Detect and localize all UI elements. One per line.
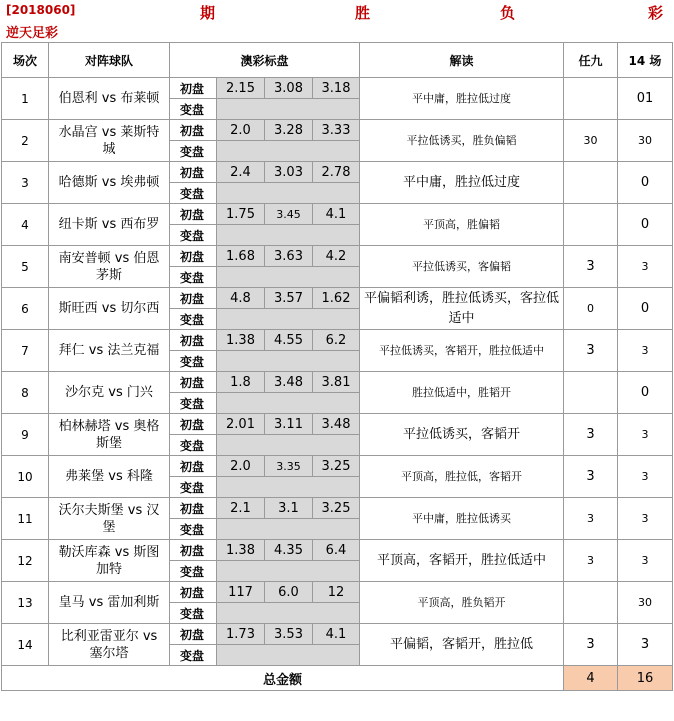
header-r14: 14 场 xyxy=(618,43,673,78)
change-label: 变盘 xyxy=(170,141,217,162)
round-number: 1 xyxy=(2,78,49,120)
r9-pick: 3 xyxy=(564,498,618,540)
odds-value: 117 xyxy=(217,582,265,603)
r9-pick: 30 xyxy=(564,120,618,162)
odds-value: 12 xyxy=(313,582,360,603)
change-label: 变盘 xyxy=(170,561,217,582)
title-char: 期 xyxy=(200,4,216,22)
odds-value: 3.18 xyxy=(313,78,360,99)
round-number: 10 xyxy=(2,456,49,498)
r9-pick xyxy=(564,78,618,120)
match-name: 纽卡斯 vs 西布罗 xyxy=(49,204,170,246)
total-r14: 16 xyxy=(618,666,673,691)
round-number: 13 xyxy=(2,582,49,624)
match-name: 南安普顿 vs 伯恩茅斯 xyxy=(49,246,170,288)
odds-value: 4.8 xyxy=(217,288,265,309)
round-number: 12 xyxy=(2,540,49,582)
change-odds-cell xyxy=(217,267,360,288)
odds-value: 1.62 xyxy=(313,288,360,309)
r14-pick: 3 xyxy=(618,540,673,582)
change-odds-cell xyxy=(217,141,360,162)
initial-label: 初盘 xyxy=(170,246,217,267)
change-label: 变盘 xyxy=(170,645,217,666)
odds-value: 1.38 xyxy=(217,330,265,351)
odds-value: 2.15 xyxy=(217,78,265,99)
odds-value: 3.35 xyxy=(265,456,313,477)
match-name: 斯旺西 vs 切尔西 xyxy=(49,288,170,330)
table-row xyxy=(2,456,673,477)
total-r9: 4 xyxy=(564,666,618,691)
analysis-text: 平偏韬利诱，胜拉低诱买，客拉低适中 xyxy=(360,288,564,330)
r9-pick: 3 xyxy=(564,330,618,372)
change-odds-cell xyxy=(217,309,360,330)
odds-value: 4.2 xyxy=(313,246,360,267)
sheet-subtitle: 逆天足彩 xyxy=(6,26,59,41)
odds-value: 3.33 xyxy=(313,120,360,141)
odds-value: 1.38 xyxy=(217,540,265,561)
change-odds-cell xyxy=(217,99,360,120)
odds-value: 2.78 xyxy=(313,162,360,183)
odds-value: 3.28 xyxy=(265,120,313,141)
change-label: 变盘 xyxy=(170,225,217,246)
r14-pick: 0 xyxy=(618,372,673,414)
r14-pick: 3 xyxy=(618,624,673,666)
table-row xyxy=(2,120,673,141)
change-odds-cell xyxy=(217,645,360,666)
r9-pick xyxy=(564,582,618,624)
match-name: 伯恩利 vs 布莱顿 xyxy=(49,78,170,120)
odds-value: 3.03 xyxy=(265,162,313,183)
round-number: 5 xyxy=(2,246,49,288)
r14-pick: 3 xyxy=(618,246,673,288)
match-name: 柏林赫塔 vs 奥格斯堡 xyxy=(49,414,170,456)
header-r9: 任九 xyxy=(564,43,618,78)
odds-value: 3.25 xyxy=(313,498,360,519)
title-char: 彩 xyxy=(648,4,664,22)
odds-value: 4.1 xyxy=(313,624,360,645)
r9-pick: 3 xyxy=(564,246,618,288)
analysis-text: 平拉低诱买，客偏韬 xyxy=(360,246,564,288)
match-name: 皇马 vs 雷加利斯 xyxy=(49,582,170,624)
initial-label: 初盘 xyxy=(170,456,217,477)
change-odds-cell xyxy=(217,183,360,204)
match-name: 拜仁 vs 法兰克福 xyxy=(49,330,170,372)
odds-value: 2.1 xyxy=(217,498,265,519)
change-label: 变盘 xyxy=(170,435,217,456)
header-round: 场次 xyxy=(2,43,49,78)
r14-pick: 01 xyxy=(618,78,673,120)
round-number: 3 xyxy=(2,162,49,204)
initial-label: 初盘 xyxy=(170,204,217,225)
change-label: 变盘 xyxy=(170,183,217,204)
odds-value: 6.0 xyxy=(265,582,313,603)
change-label: 变盘 xyxy=(170,309,217,330)
round-number: 14 xyxy=(2,624,49,666)
r9-pick xyxy=(564,204,618,246)
r9-pick xyxy=(564,162,618,204)
initial-label: 初盘 xyxy=(170,162,217,183)
r14-pick: 0 xyxy=(618,288,673,330)
change-label: 变盘 xyxy=(170,267,217,288)
change-odds-cell xyxy=(217,351,360,372)
initial-label: 初盘 xyxy=(170,78,217,99)
change-label: 变盘 xyxy=(170,393,217,414)
table-row xyxy=(2,624,673,645)
table-row xyxy=(2,498,673,519)
r14-pick: 3 xyxy=(618,330,673,372)
r14-pick: 3 xyxy=(618,414,673,456)
odds-value: 4.1 xyxy=(313,204,360,225)
title-char: 负 xyxy=(500,4,516,22)
round-number: 9 xyxy=(2,414,49,456)
change-odds-cell xyxy=(217,561,360,582)
table-row xyxy=(2,540,673,561)
odds-value: 3.48 xyxy=(265,372,313,393)
odds-value: 6.2 xyxy=(313,330,360,351)
analysis-text: 平偏韬，客韬开，胜拉低 xyxy=(360,624,564,666)
match-name: 比利亚雷亚尔 vs 塞尔塔 xyxy=(49,624,170,666)
initial-label: 初盘 xyxy=(170,498,217,519)
table-row xyxy=(2,372,673,393)
change-label: 变盘 xyxy=(170,477,217,498)
odds-value: 3.25 xyxy=(313,456,360,477)
change-odds-cell xyxy=(217,519,360,540)
table-row xyxy=(2,78,673,99)
r14-pick: 0 xyxy=(618,204,673,246)
change-label: 变盘 xyxy=(170,519,217,540)
table-row xyxy=(2,330,673,351)
r9-pick: 3 xyxy=(564,414,618,456)
round-number: 4 xyxy=(2,204,49,246)
initial-label: 初盘 xyxy=(170,624,217,645)
match-name: 弗莱堡 vs 科隆 xyxy=(49,456,170,498)
odds-value: 3.11 xyxy=(265,414,313,435)
table-row xyxy=(2,414,673,435)
match-name: 沃尔夫斯堡 vs 汉堡 xyxy=(49,498,170,540)
initial-label: 初盘 xyxy=(170,582,217,603)
analysis-text: 平中庸，胜拉低诱买 xyxy=(360,498,564,540)
change-odds-cell xyxy=(217,225,360,246)
change-odds-cell xyxy=(217,603,360,624)
odds-value: 3.08 xyxy=(265,78,313,99)
total-row xyxy=(2,666,673,691)
analysis-text: 平拉低诱买，客韬开 xyxy=(360,414,564,456)
round-number: 6 xyxy=(2,288,49,330)
round-number: 11 xyxy=(2,498,49,540)
issue-number: [2018060] xyxy=(6,3,76,17)
analysis-text: 平拉低诱买，胜负偏韬 xyxy=(360,120,564,162)
analysis-text: 平顶高，胜拉低，客韬开 xyxy=(360,456,564,498)
odds-value: 2.01 xyxy=(217,414,265,435)
initial-label: 初盘 xyxy=(170,120,217,141)
table-row xyxy=(2,246,673,267)
r14-pick: 30 xyxy=(618,120,673,162)
total-label: 总金额 xyxy=(2,666,564,691)
r14-pick: 3 xyxy=(618,498,673,540)
odds-value: 1.8 xyxy=(217,372,265,393)
match-name: 哈德斯 vs 埃弗顿 xyxy=(49,162,170,204)
change-odds-cell xyxy=(217,435,360,456)
change-odds-cell xyxy=(217,477,360,498)
odds-value: 1.75 xyxy=(217,204,265,225)
table-header-row xyxy=(2,43,673,78)
analysis-text: 平拉低诱买，客韬开，胜拉低适中 xyxy=(360,330,564,372)
odds-value: 3.63 xyxy=(265,246,313,267)
odds-value: 1.68 xyxy=(217,246,265,267)
analysis-text: 平中庸，胜拉低过度 xyxy=(360,162,564,204)
round-number: 8 xyxy=(2,372,49,414)
match-name: 水晶宫 vs 莱斯特城 xyxy=(49,120,170,162)
title-char: 胜 xyxy=(355,4,371,22)
odds-value: 3.48 xyxy=(313,414,360,435)
round-number: 7 xyxy=(2,330,49,372)
analysis-text: 平顶高，胜偏韬 xyxy=(360,204,564,246)
r14-pick: 0 xyxy=(618,162,673,204)
change-label: 变盘 xyxy=(170,351,217,372)
initial-label: 初盘 xyxy=(170,540,217,561)
odds-value: 6.4 xyxy=(313,540,360,561)
header-match: 对阵球队 xyxy=(49,43,170,78)
table-row xyxy=(2,288,673,309)
round-number: 2 xyxy=(2,120,49,162)
odds-value: 3.45 xyxy=(265,204,313,225)
analysis-text: 平顶高，胜负韬开 xyxy=(360,582,564,624)
match-name: 勒沃库森 vs 斯图加特 xyxy=(49,540,170,582)
analysis-text: 胜拉低适中，胜韬开 xyxy=(360,372,564,414)
r9-pick: 0 xyxy=(564,288,618,330)
odds-value: 2.0 xyxy=(217,456,265,477)
initial-label: 初盘 xyxy=(170,372,217,393)
odds-value: 3.53 xyxy=(265,624,313,645)
odds-value: 2.4 xyxy=(217,162,265,183)
table-row xyxy=(2,582,673,603)
r9-pick: 3 xyxy=(564,456,618,498)
odds-value: 1.73 xyxy=(217,624,265,645)
header-odds: 澳彩标盘 xyxy=(170,43,360,78)
initial-label: 初盘 xyxy=(170,414,217,435)
header-analysis: 解读 xyxy=(360,43,564,78)
analysis-text: 平中庸，胜拉低过度 xyxy=(360,78,564,120)
change-label: 变盘 xyxy=(170,603,217,624)
odds-value: 3.1 xyxy=(265,498,313,519)
r14-pick: 30 xyxy=(618,582,673,624)
odds-value: 3.81 xyxy=(313,372,360,393)
odds-value: 4.55 xyxy=(265,330,313,351)
sheet-header xyxy=(0,0,674,42)
change-label: 变盘 xyxy=(170,99,217,120)
odds-table xyxy=(1,42,673,691)
initial-label: 初盘 xyxy=(170,288,217,309)
r9-pick xyxy=(564,372,618,414)
initial-label: 初盘 xyxy=(170,330,217,351)
r14-pick: 3 xyxy=(618,456,673,498)
analysis-text: 平顶高，客韬开，胜拉低适中 xyxy=(360,540,564,582)
odds-value: 3.57 xyxy=(265,288,313,309)
table-row xyxy=(2,162,673,183)
change-odds-cell xyxy=(217,393,360,414)
r9-pick: 3 xyxy=(564,624,618,666)
match-name: 沙尔克 vs 门兴 xyxy=(49,372,170,414)
odds-value: 2.0 xyxy=(217,120,265,141)
odds-value: 4.35 xyxy=(265,540,313,561)
table-row xyxy=(2,204,673,225)
r9-pick: 3 xyxy=(564,540,618,582)
